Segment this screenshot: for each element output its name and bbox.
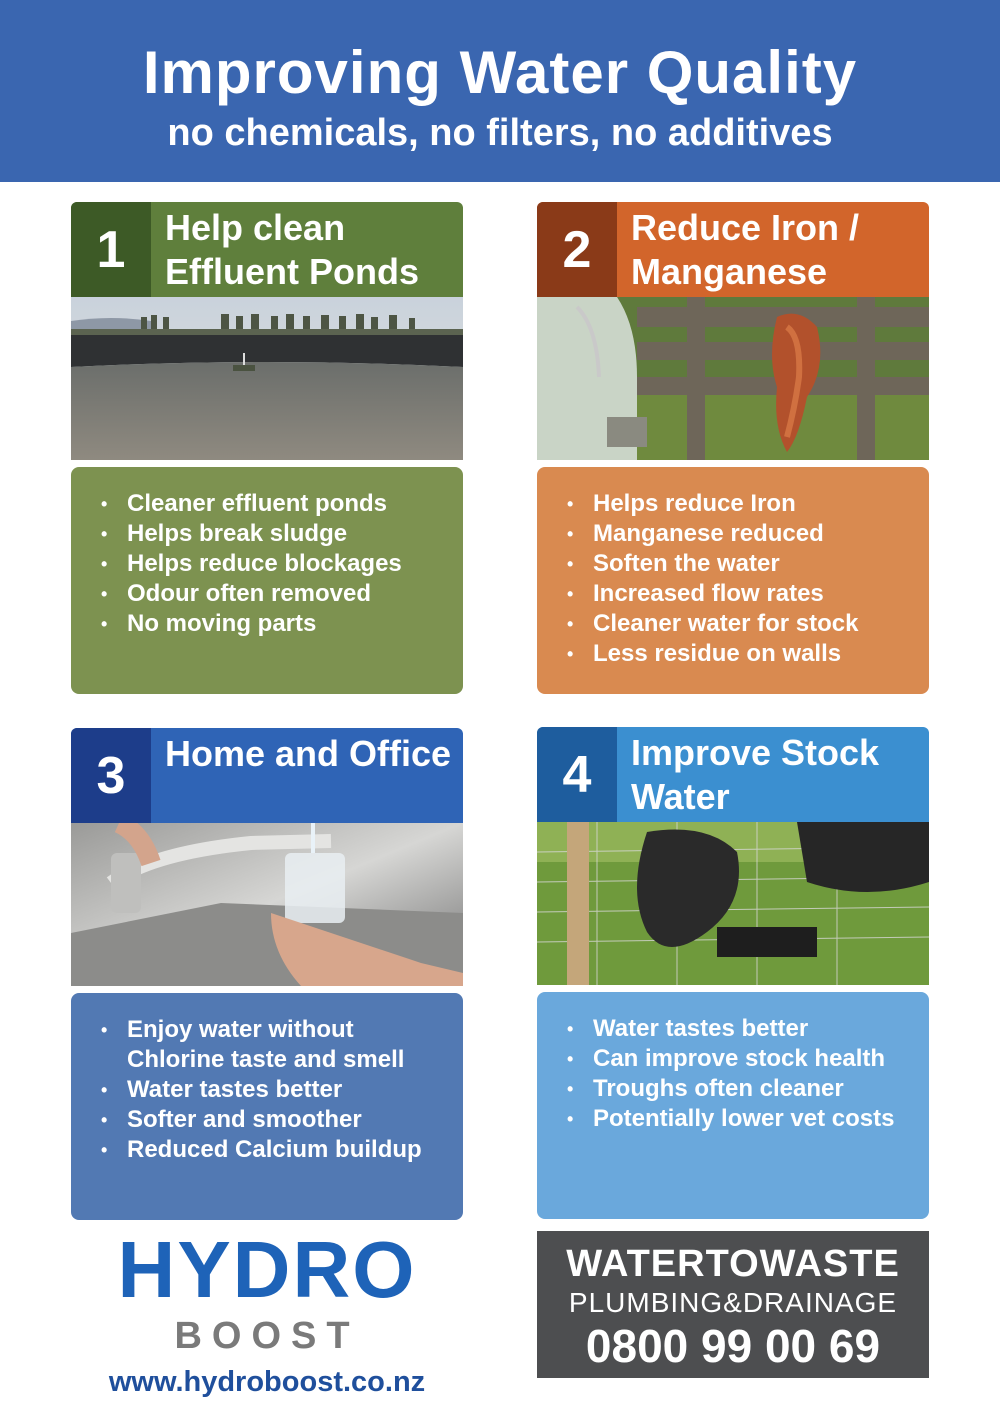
card-title: Home and Office — [165, 733, 452, 774]
company-tagline: PLUMBING&DRAINAGE — [568, 1287, 898, 1318]
card-effluent-ponds — [71, 202, 463, 694]
card-header — [71, 728, 463, 823]
card-stock-water — [537, 727, 929, 1219]
benefit-item: • Troughs often cleaner — [567, 1074, 919, 1104]
card-benefits — [537, 992, 929, 1219]
cattle-drinking-trough-photo — [537, 822, 929, 985]
benefit-item: • Manganese reduced — [567, 519, 919, 549]
benefit-item: • Water tastes better — [101, 1075, 453, 1105]
card-benefits — [71, 467, 463, 694]
header-banner — [0, 0, 1000, 182]
phone-number[interactable]: 0800 99 00 69 — [585, 1320, 881, 1372]
benefit-item: • Cleaner effluent ponds — [101, 489, 453, 519]
benefit-item: • Can improve stock health — [567, 1044, 919, 1074]
card-number: 4 — [537, 727, 617, 822]
card-title: Help clean Effluent Ponds — [165, 207, 419, 292]
card-home-office — [71, 728, 463, 1220]
benefit-item: • Reduced Calcium buildup — [101, 1135, 453, 1165]
benefit-item: • Potentially lower vet costs — [567, 1104, 919, 1134]
card-title: Improve Stock Water — [631, 732, 880, 817]
card-header — [71, 202, 463, 297]
iron-sludge-pipe-photo — [537, 297, 929, 460]
card-number: 3 — [71, 728, 151, 823]
page-title: Improving Water Quality — [142, 39, 858, 106]
card-benefits — [71, 993, 463, 1220]
brand-hydro: HYDRO — [117, 1225, 417, 1314]
benefit-item: • Water tastes better — [567, 1014, 919, 1044]
page-subtitle: no chemicals, no filters, no additives — [167, 112, 833, 154]
benefit-item: • Helps break sludge — [101, 519, 453, 549]
watertowaste-contact-block — [537, 1231, 929, 1378]
card-number: 2 — [537, 202, 617, 297]
benefit-item: • Odour often removed — [101, 579, 453, 609]
benefit-item: • No moving parts — [101, 609, 453, 639]
card-iron-manganese — [537, 202, 929, 694]
brand-boost: BOOST — [174, 1315, 360, 1357]
benefit-item: • Helps reduce blockages — [101, 549, 453, 579]
company-name: WATERTOWASTE — [566, 1243, 900, 1285]
benefit-item: • Helps reduce Iron — [567, 489, 919, 519]
benefit-item: • Cleaner water for stock — [567, 609, 919, 639]
brand-url[interactable]: www.hydroboost.co.nz — [108, 1366, 426, 1398]
benefit-item: • Less residue on walls — [567, 639, 919, 669]
card-header — [537, 202, 929, 297]
card-title: Reduce Iron / Manganese — [631, 207, 860, 292]
card-header — [537, 727, 929, 822]
hydroboost-logo — [72, 1225, 462, 1400]
benefit-item: • Soften the water — [567, 549, 919, 579]
benefit-item: • Increased flow rates — [567, 579, 919, 609]
benefit-item: • Enjoy water without Chlorine taste and smell — [101, 1015, 453, 1075]
card-number: 1 — [71, 202, 151, 297]
benefit-item: • Softer and smoother — [101, 1105, 453, 1135]
kitchen-tap-glass-photo — [71, 823, 463, 986]
effluent-pond-photo — [71, 297, 463, 460]
card-benefits — [537, 467, 929, 694]
